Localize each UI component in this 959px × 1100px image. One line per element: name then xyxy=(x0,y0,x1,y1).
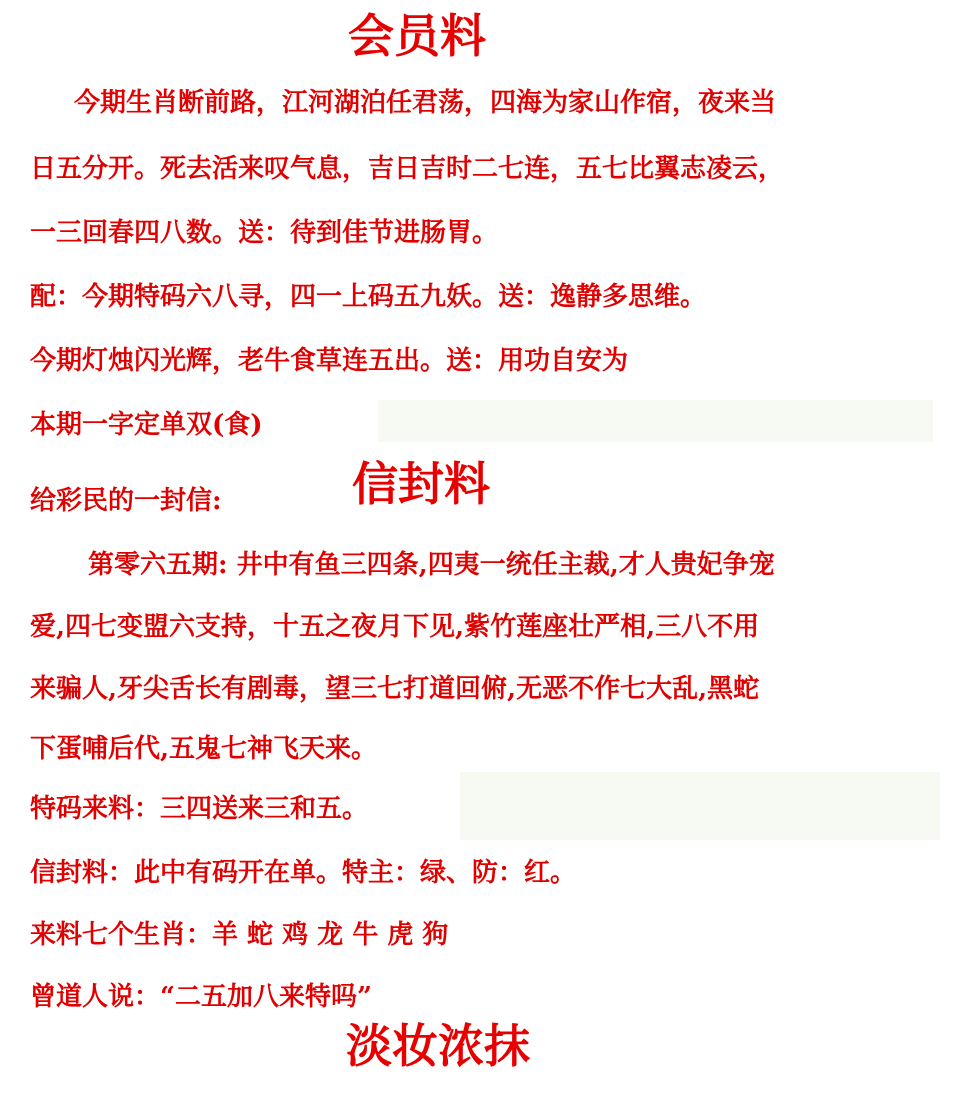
title-member: 会员料 xyxy=(348,9,486,63)
letter-line-6: 信封料：此中有码开在单。特主：绿、防：红。 xyxy=(30,858,577,888)
letter-line-2: 爱,四七变盟六支持，十五之夜月下见,紫竹莲座壮严相,三八不用 xyxy=(30,612,760,642)
background-patch-1 xyxy=(378,400,933,442)
letter-line-1: 第零六五期: 井中有鱼三四条,四夷一统任主裁,才人贵妃争宠 xyxy=(88,550,775,580)
title-bottom: 淡妆浓抹 xyxy=(346,1019,530,1073)
member-line-6: 本期一字定单双(食) xyxy=(30,410,263,440)
member-line-5: 今期灯烛闪光辉，老牛食草连五出。送：用功自安为 xyxy=(30,346,629,376)
letter-line-5: 特码来料：三四送来三和五。 xyxy=(30,794,369,824)
title-letter: 信封料 xyxy=(352,457,490,511)
background-patch-2 xyxy=(460,772,940,840)
letter-line-4: 下蛋哺后代,五鬼七神飞天来。 xyxy=(30,734,378,764)
letter-line-8: 曾道人说：“二五加八来特吗” xyxy=(30,982,372,1012)
member-line-4: 配：今期特码六八寻，四一上码五九妖。送：逸静多思维。 xyxy=(30,282,707,312)
member-line-2: 日五分开。死去活来叹气息，吉日吉时二七连，五七比翼志凌云， xyxy=(30,154,785,184)
letter-line-7: 来料七个生肖：羊 蛇 鸡 龙 牛 虎 狗 xyxy=(30,920,449,950)
member-line-1: 今期生肖断前路，江河湖泊任君荡，四海为家山作宿，夜来当 xyxy=(74,88,777,118)
letter-line-3: 来骗人,牙尖舌长有剧毒，望三七打道回俯,无恶不作七大乱,黑蛇 xyxy=(30,674,760,704)
member-line-3: 一三回春四八数。送：待到佳节进肠胃。 xyxy=(30,218,499,248)
letter-intro: 给彩民的一封信: xyxy=(30,486,222,516)
